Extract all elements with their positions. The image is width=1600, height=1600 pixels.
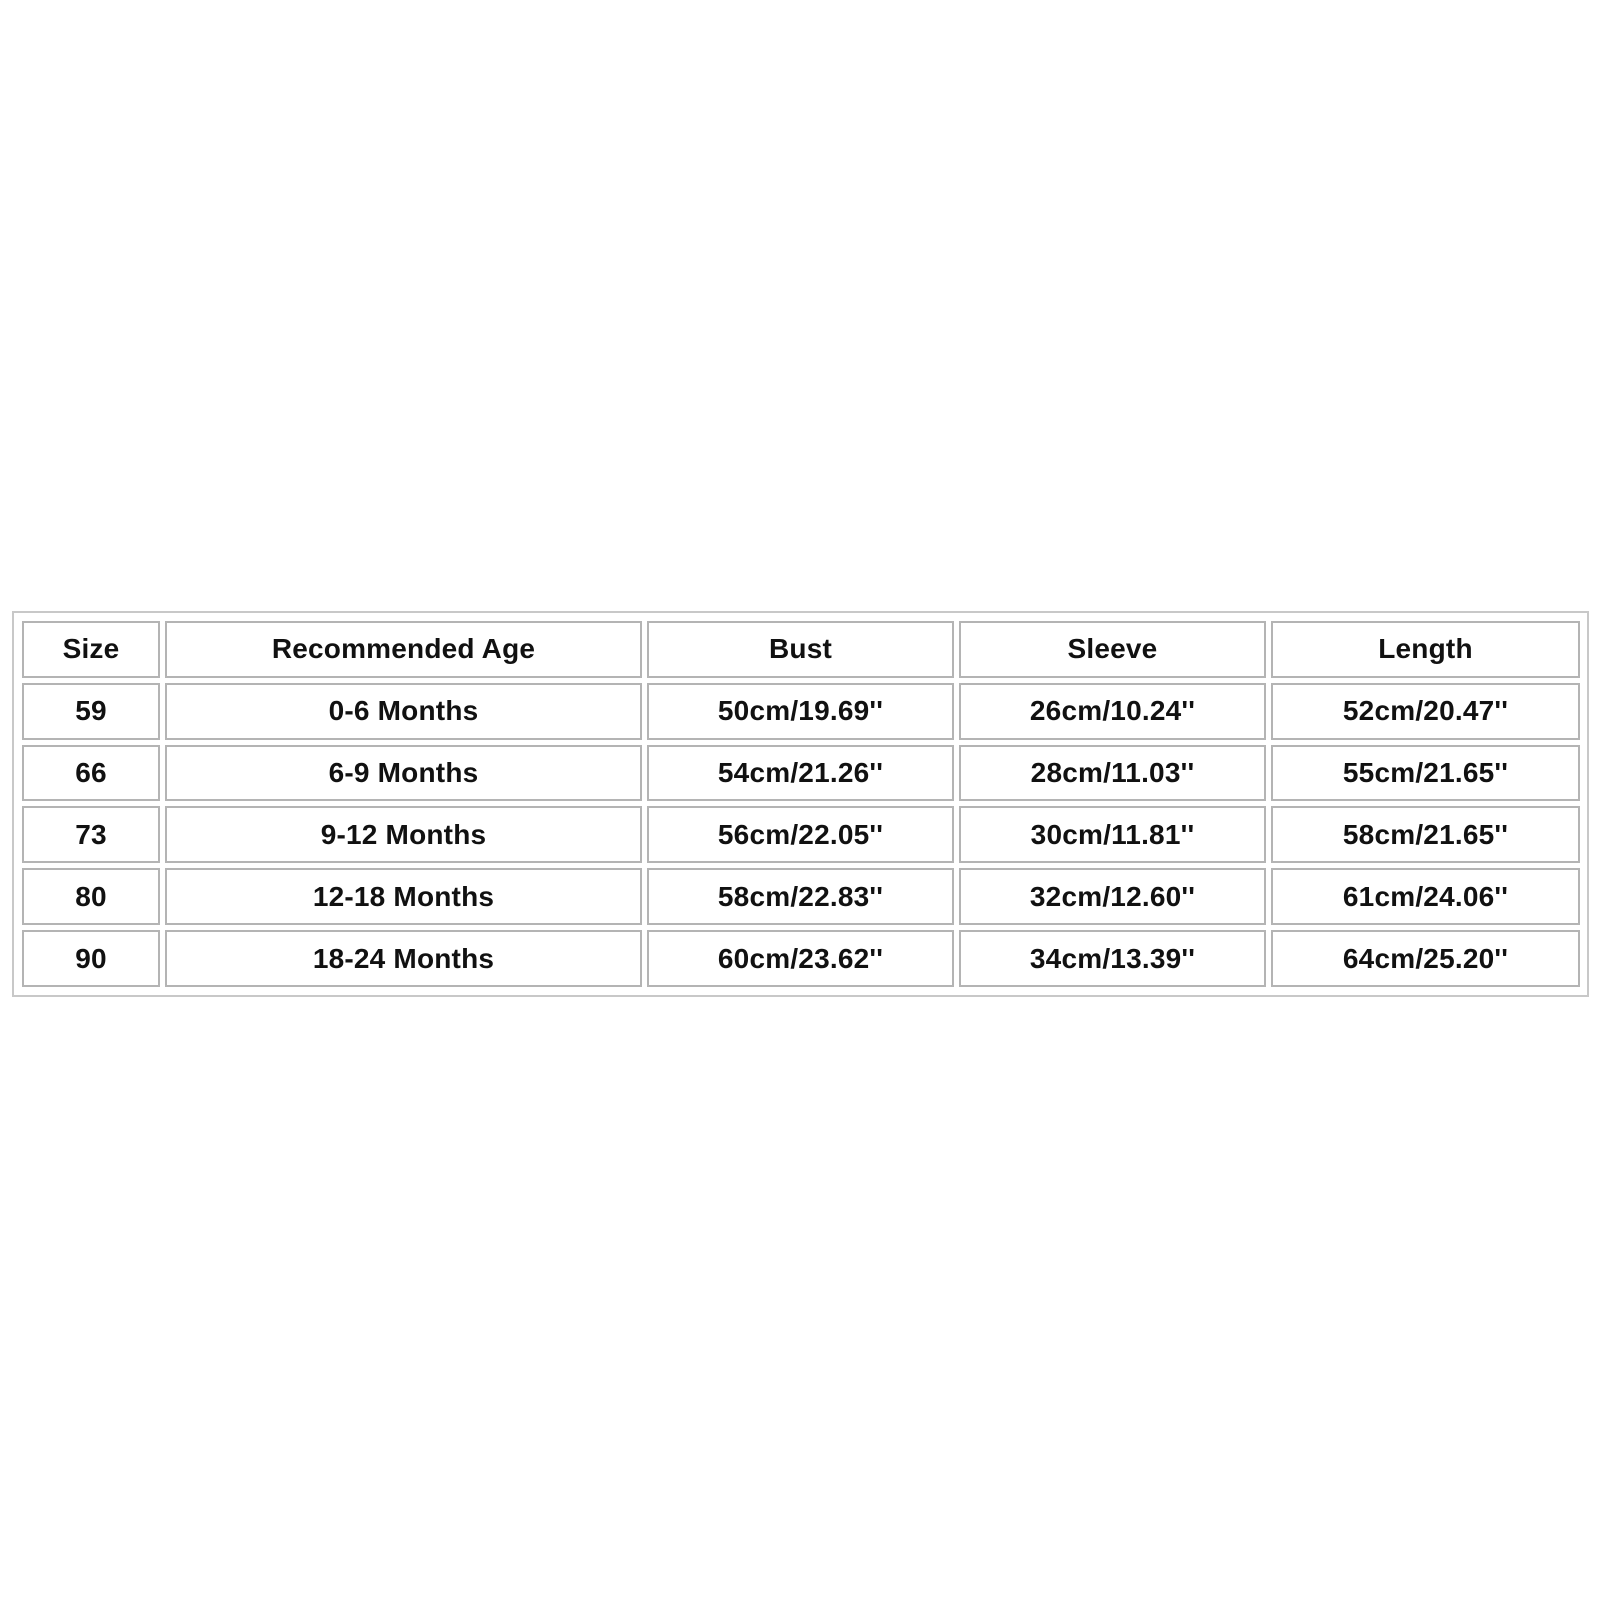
cell-bust: 50cm/19.69'' — [647, 683, 954, 740]
cell-sleeve: 30cm/11.81'' — [959, 806, 1266, 863]
cell-recommended-age: 0-6 Months — [165, 683, 642, 740]
cell-size: 66 — [22, 745, 160, 802]
header-recommended-age: Recommended Age — [165, 621, 642, 678]
table-row — [22, 745, 1580, 802]
cell-sleeve: 26cm/10.24'' — [959, 683, 1266, 740]
table-row — [22, 683, 1580, 740]
cell-bust: 54cm/21.26'' — [647, 745, 954, 802]
cell-bust: 56cm/22.05'' — [647, 806, 954, 863]
cell-length: 58cm/21.65'' — [1271, 806, 1580, 863]
table-header-row — [22, 621, 1580, 678]
cell-sleeve: 34cm/13.39'' — [959, 930, 1266, 987]
cell-bust: 58cm/22.83'' — [647, 868, 954, 925]
cell-bust: 60cm/23.62'' — [647, 930, 954, 987]
cell-sleeve: 32cm/12.60'' — [959, 868, 1266, 925]
cell-size: 59 — [22, 683, 160, 740]
header-size: Size — [22, 621, 160, 678]
cell-recommended-age: 12-18 Months — [165, 868, 642, 925]
cell-recommended-age: 9-12 Months — [165, 806, 642, 863]
table-row — [22, 930, 1580, 987]
cell-recommended-age: 6-9 Months — [165, 745, 642, 802]
cell-length: 55cm/21.65'' — [1271, 745, 1580, 802]
header-length: Length — [1271, 621, 1580, 678]
cell-size: 90 — [22, 930, 160, 987]
cell-length: 61cm/24.06'' — [1271, 868, 1580, 925]
header-sleeve: Sleeve — [959, 621, 1266, 678]
cell-sleeve: 28cm/11.03'' — [959, 745, 1266, 802]
cell-length: 64cm/25.20'' — [1271, 930, 1580, 987]
cell-recommended-age: 18-24 Months — [165, 930, 642, 987]
table-row — [22, 806, 1580, 863]
size-chart-table — [17, 616, 1585, 992]
cell-size: 73 — [22, 806, 160, 863]
header-bust: Bust — [647, 621, 954, 678]
cell-length: 52cm/20.47'' — [1271, 683, 1580, 740]
size-chart — [12, 611, 1589, 997]
cell-size: 80 — [22, 868, 160, 925]
table-row — [22, 868, 1580, 925]
